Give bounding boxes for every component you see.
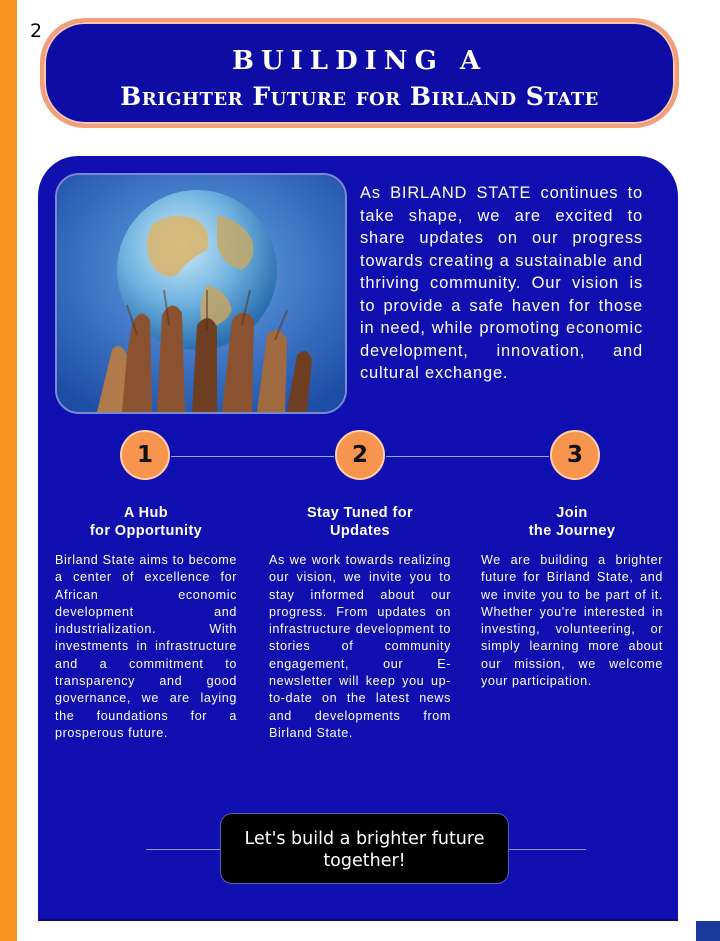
cta-line2: together! [323,851,406,871]
step-2-title-line1: Stay Tuned for [306,505,414,521]
cta-box [220,813,509,884]
step-3-title [481,504,663,540]
page-number: 2 [30,20,43,42]
step-3-title-line2: the Journey [528,523,616,539]
step-3-badge: 3 [550,430,600,480]
corner-decoration [696,921,720,941]
step-3-title-line1: Join [556,505,588,521]
title-banner [40,18,679,128]
globe-hands-illustration [57,175,345,412]
step-1-description: Birland State aims to become a center of excellence for African economic development and industrialization. With investments in infrastructure and a commitment to transparency and good governance, we are laying the foundations for a prosperous future. [55,553,237,740]
cta-line1: Let's build a brighter future [244,829,485,849]
step-1-title-line2: for Opportunity [89,523,203,539]
step-1-title-line1: A Hub [123,505,169,521]
step-1-badge: 1 [120,430,170,480]
step-2-description: As we work towards realizing our vision, we invite you to stay informed about our progress. From updates on infrastructure development to stories of community engagement, our E-newsletter will keep you up-to-date on the latest news and developments from Birland State. [269,553,451,740]
step-connector-1-2 [171,456,334,457]
step-2-title-line2: Updates [329,523,390,539]
intro-paragraph: As BIRLAND STATE continues to take shape, we are excited to share updates on our progress towards creating a sustainable and thriving community. Our vision is to provide a safe haven for those in need, while promoting economic development, innovation, and cultural exchange. [360,184,643,382]
step-connector-2-3 [386,456,549,457]
cta-right-line [505,849,586,850]
step-1-title [55,504,237,540]
step-2-badge: 2 [335,430,385,480]
step-3-description: We are building a brighter future for Birland State, and we invite you to be part of it. Whether you're interested in investing, volunteering, or simply learning more about our mission, we welcome your participation. [481,553,663,689]
cta-left-line [146,849,226,850]
step-2-title [269,504,451,540]
panel-bottom-divider [38,919,678,921]
globe-hands-photo [55,173,347,414]
banner-title-line1: BUILDING A [232,46,487,76]
banner-title-line2: Brighter Future for Birland State [120,82,599,111]
orange-side-stripe [0,0,17,941]
